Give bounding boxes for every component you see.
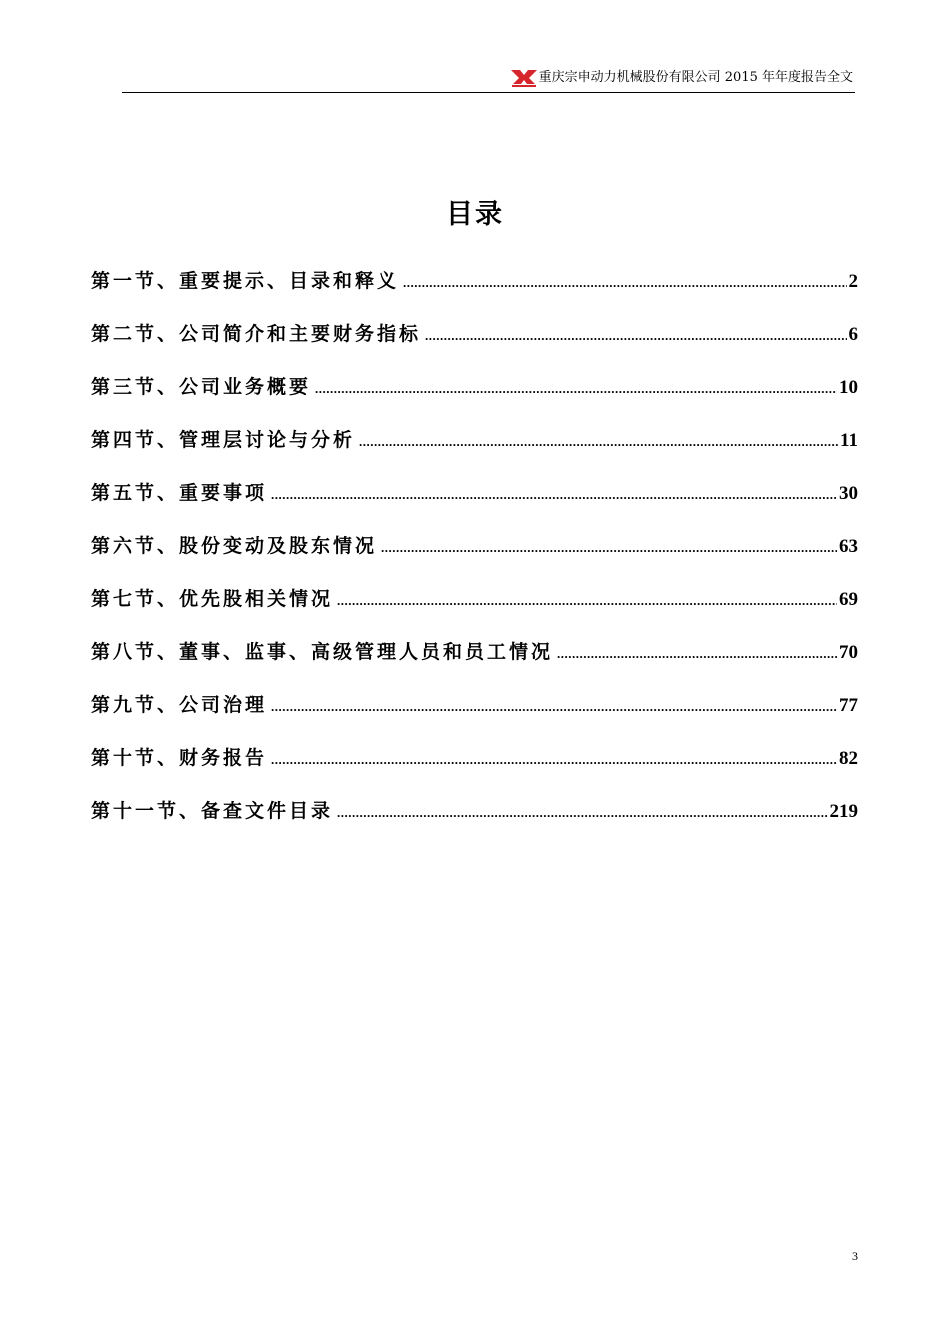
toc-entry-page: 2 [848,271,858,292]
toc-entry-label: 第五节、重要事项 [91,482,268,504]
toc-entry-label: 第二节、公司简介和主要财务指标 [91,323,422,345]
toc-entry-label: 第八节、董事、监事、高级管理人员和员工情况 [91,641,554,663]
toc-entry-label: 第三节、公司业务概要 [91,376,312,398]
toc-entry[interactable] [91,637,858,690]
toc-entry-page: 82 [839,748,858,769]
toc-entry-page: 70 [839,642,858,663]
toc-dot-leader [315,381,837,397]
toc-entry-page: 30 [839,483,858,504]
toc-entry[interactable] [91,796,858,849]
toc-dot-leader [337,805,827,821]
toc-entry-page: 11 [840,430,858,451]
toc-entry[interactable] [91,743,858,796]
table-of-contents [91,266,858,849]
toc-entry-page: 77 [839,695,858,716]
toc-entry[interactable] [91,584,858,637]
toc-dot-leader [359,434,838,450]
toc-entry-label: 第十一节、备查文件目录 [91,800,334,822]
zongshen-logo-icon [510,68,538,88]
toc-dot-leader [425,328,846,344]
toc-entry-label: 第七节、优先股相关情况 [91,588,334,610]
toc-dot-leader [271,487,837,503]
header-company-line: 重庆宗申动力机械股份有限公司 2015 年年度报告全文 [538,70,853,85]
header-content [510,68,853,88]
toc-entry[interactable] [91,319,858,372]
toc-entry-page: 219 [829,801,858,822]
toc-entry[interactable] [91,531,858,584]
page-header [122,66,855,93]
toc-dot-leader [381,540,837,556]
toc-entry[interactable] [91,690,858,743]
toc-entry-label: 第四节、管理层讨论与分析 [91,429,356,451]
toc-entry-page: 63 [839,536,858,557]
toc-entry[interactable] [91,478,858,531]
toc-dot-leader [337,593,837,609]
toc-entry-label: 第十节、财务报告 [91,747,268,769]
toc-entry-label: 第一节、重要提示、目录和释义 [91,270,400,292]
toc-dot-leader [271,699,837,715]
toc-entry[interactable] [91,372,858,425]
toc-entry-page: 69 [839,589,858,610]
toc-dot-leader [271,752,837,768]
page-title: 目录 [446,199,504,230]
toc-entry-page: 6 [848,324,858,345]
toc-entry[interactable] [91,266,858,319]
toc-entry-label: 第六节、股份变动及股东情况 [91,535,378,557]
page-number: 3 [852,1249,858,1263]
toc-dot-leader [557,646,837,662]
toc-dot-leader [403,275,846,291]
toc-entry-page: 10 [839,377,858,398]
toc-entry[interactable] [91,425,858,478]
toc-entry-label: 第九节、公司治理 [91,694,268,716]
